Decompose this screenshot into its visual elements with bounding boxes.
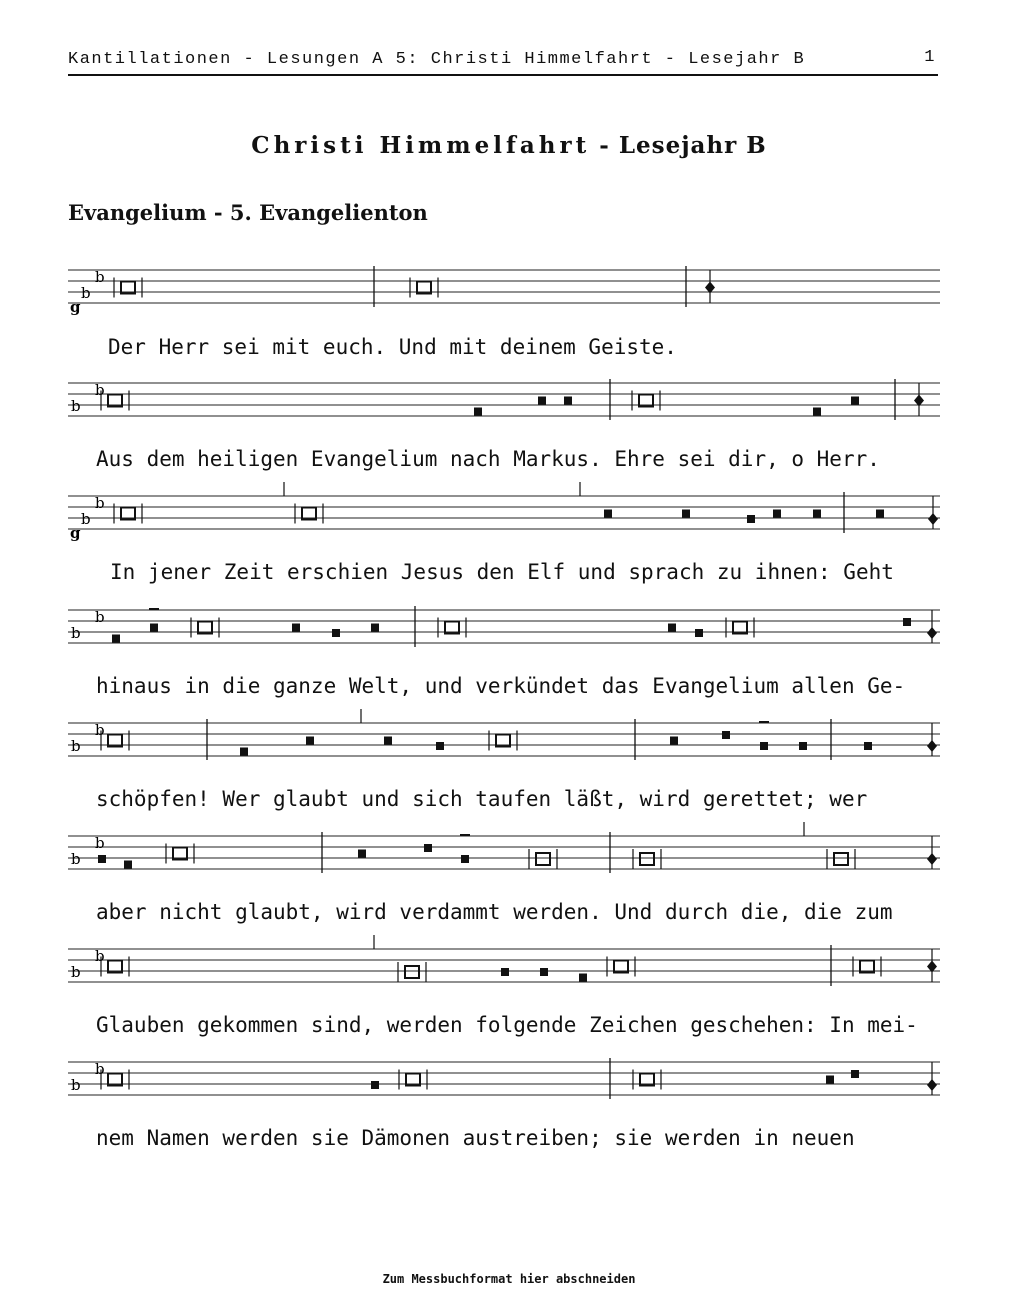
square-note bbox=[501, 968, 509, 976]
square-note bbox=[722, 731, 730, 739]
staff-system-3 bbox=[0, 492, 1018, 556]
final-note bbox=[927, 1062, 937, 1095]
staff-notation bbox=[0, 945, 1018, 1009]
square-note bbox=[98, 855, 106, 863]
staff-notation bbox=[0, 606, 1018, 670]
square-note bbox=[604, 510, 612, 518]
staff-system-8 bbox=[0, 1058, 1018, 1122]
final-note bbox=[927, 610, 937, 643]
square-note bbox=[540, 968, 548, 976]
staff-system-5 bbox=[0, 719, 1018, 783]
square-note bbox=[371, 1081, 379, 1089]
square-note bbox=[851, 397, 859, 405]
clef-flat: b bbox=[71, 737, 81, 755]
staff-notation bbox=[0, 719, 1018, 783]
staff-notation bbox=[0, 266, 1018, 330]
square-note bbox=[112, 635, 120, 643]
square-note bbox=[538, 397, 546, 405]
square-note bbox=[851, 1070, 859, 1078]
square-note bbox=[813, 510, 821, 518]
lyric-line-6: aber nicht glaubt, wird verdammt werden. Und durch die, die zum bbox=[96, 900, 893, 924]
clef-g: g bbox=[70, 298, 81, 316]
final-note bbox=[928, 496, 938, 529]
clef-flat: b bbox=[81, 284, 91, 302]
square-note bbox=[760, 742, 768, 750]
final-note bbox=[927, 723, 937, 756]
square-note bbox=[332, 629, 340, 637]
square-note bbox=[682, 510, 690, 518]
cut-line-note: Zum Messbuchformat hier abschneiden bbox=[382, 1272, 636, 1286]
square-note bbox=[371, 624, 379, 632]
clef-flat: b bbox=[95, 608, 105, 626]
reciting-note bbox=[398, 962, 426, 982]
section-heading: Evangelium - 5. Evangelienton bbox=[68, 200, 428, 225]
square-note bbox=[864, 742, 872, 750]
square-note bbox=[903, 618, 911, 626]
square-note bbox=[436, 742, 444, 750]
lyric-line-4: hinaus in die ganze Welt, und verkündet das Evangelium allen Ge- bbox=[96, 674, 906, 698]
final-note bbox=[927, 949, 937, 982]
square-note bbox=[124, 861, 132, 869]
clef-flat: b bbox=[71, 963, 81, 981]
lyric-line-3: In jener Zeit erschien Jesus den Elf und sprach zu ihnen: Geht bbox=[110, 560, 894, 584]
lyric-line-1: Der Herr sei mit euch. Und mit deinem Geiste. bbox=[108, 335, 677, 359]
staff-notation bbox=[0, 492, 1018, 556]
square-note bbox=[773, 510, 781, 518]
clef-flat: b bbox=[95, 721, 105, 739]
page-title-rest: - Lesejahr B bbox=[599, 132, 767, 159]
clef-flat: b bbox=[71, 1076, 81, 1094]
final-note bbox=[927, 836, 937, 869]
clef-flat: b bbox=[95, 834, 105, 852]
reciting-note bbox=[529, 849, 557, 869]
square-note bbox=[826, 1076, 834, 1084]
square-note bbox=[670, 737, 678, 745]
square-note bbox=[306, 737, 314, 745]
page-title-feast: Christi Himmelfahrt bbox=[251, 132, 591, 159]
square-note bbox=[461, 855, 469, 863]
square-note bbox=[747, 515, 755, 523]
clef-flat: b bbox=[95, 494, 105, 512]
final-note bbox=[705, 270, 715, 303]
staff-system-7 bbox=[0, 945, 1018, 1009]
running-header-title: Kantillationen - Lesungen A 5: Christi Himmelfahrt - Lesejahr B bbox=[68, 50, 806, 69]
clef-flat: b bbox=[71, 850, 81, 868]
staff-notation bbox=[0, 379, 1018, 443]
reciting-note bbox=[827, 849, 855, 869]
clef-flat: b bbox=[81, 510, 91, 528]
clef-g: g bbox=[70, 524, 81, 542]
page-number: 1 bbox=[924, 48, 936, 67]
square-note bbox=[579, 974, 587, 982]
clef-flat: b bbox=[95, 947, 105, 965]
staff-notation bbox=[0, 832, 1018, 896]
staff-system-1 bbox=[0, 266, 1018, 330]
square-note bbox=[799, 742, 807, 750]
square-note bbox=[424, 844, 432, 852]
staff-system-6 bbox=[0, 832, 1018, 896]
lyric-line-8: nem Namen werden sie Dämonen austreiben; sie werden in neuen bbox=[96, 1126, 855, 1150]
square-note bbox=[668, 624, 676, 632]
square-note bbox=[813, 408, 821, 416]
square-note bbox=[384, 737, 392, 745]
running-header bbox=[68, 46, 938, 76]
clef-flat: b bbox=[95, 381, 105, 399]
staff-system-2 bbox=[0, 379, 1018, 443]
square-note bbox=[150, 624, 158, 632]
staff-notation bbox=[0, 1058, 1018, 1122]
square-note bbox=[876, 510, 884, 518]
clef-flat: b bbox=[71, 624, 81, 642]
lyric-line-5: schöpfen! Wer glaubt und sich taufen läßt, wird gerettet; wer bbox=[96, 787, 868, 811]
clef-flat: b bbox=[71, 397, 81, 415]
square-note bbox=[292, 624, 300, 632]
lyric-line-7: Glauben gekommen sind, werden folgende Zeichen geschehen: In mei- bbox=[96, 1013, 918, 1037]
page-title bbox=[0, 132, 1018, 159]
lyric-line-2: Aus dem heiligen Evangelium nach Markus. Ehre sei dir, o Herr. bbox=[96, 447, 880, 471]
clef-flat: b bbox=[95, 1060, 105, 1078]
square-note bbox=[240, 748, 248, 756]
clef-flat: b bbox=[95, 268, 105, 286]
square-note bbox=[358, 850, 366, 858]
square-note bbox=[564, 397, 572, 405]
final-note bbox=[914, 383, 924, 416]
staff-system-4 bbox=[0, 606, 1018, 670]
square-note bbox=[695, 629, 703, 637]
reciting-note bbox=[633, 849, 661, 869]
square-note bbox=[474, 408, 482, 416]
